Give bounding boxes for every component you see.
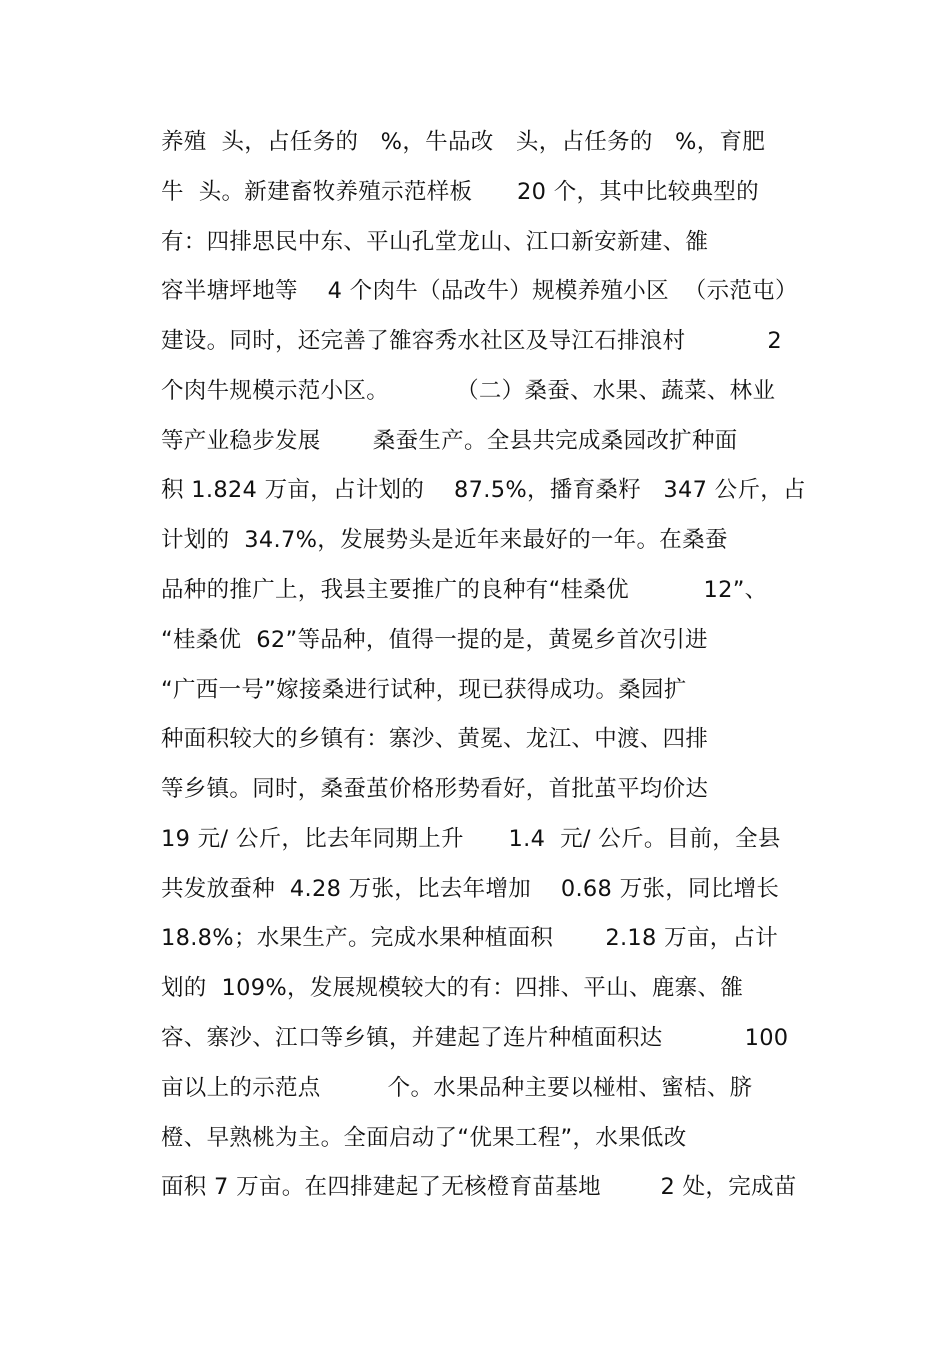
text-line: 容、寨沙、江口等乡镇，并建起了连片种植面积达 100 (161, 1025, 789, 1051)
text-line: 种面积较大的乡镇有：寨沙、黄冕、龙江、中渡、四排 (161, 726, 709, 752)
text-line: 容半塘坪地等 4 个肉牛（品改牛）规模养殖小区 （示范屯） (161, 278, 798, 304)
text-line: 品种的推广上，我县主要推广的良种有“桂桑优 12”、 (161, 577, 768, 603)
text-line: 划的 109%，发展规模较大的有：四排、平山、鹿寨、雒 (161, 975, 744, 1001)
text-line: 亩以上的示范点 个。水果品种主要以椪柑、蜜桔、脐 (161, 1075, 753, 1101)
text-line: 养殖 头，占任务的 %，牛品改 头，占任务的 %，育肥 (161, 129, 766, 155)
text-line: 共发放蚕种 4.28 万张，比去年增加 0.68 万张，同比增长 (161, 876, 780, 902)
text-line: 18.8%；水果生产。完成水果种植面积 2.18 万亩，占计 (161, 925, 779, 951)
text-line: “桂桑优 62”等品种，值得一提的是，黄冕乡首次引进 (161, 627, 708, 653)
text-line: 建设。同时，还完善了雒容秀水社区及导江石排浪村 2 (161, 328, 782, 354)
text-line: 积 1.824 万亩，占计划的 87.5%，播育桑籽 347 公斤，占 (161, 477, 806, 503)
text-line: 个肉牛规模示范小区。 （二）桑蚕、水果、蔬菜、林业 (161, 378, 776, 404)
text-line: 19 元/ 公斤，比去年同期上升 1.4 元/ 公斤。目前，全县 (161, 826, 781, 852)
text-line: 牛 头。新建畜牧养殖示范样板 20 个，其中比较典型的 (161, 179, 759, 205)
text-line: 有：四排思民中东、平山孔堂龙山、江口新安新建、雒 (161, 229, 709, 255)
text-line: 等产业稳步发展 桑蚕生产。全县共完成桑园改扩种面 (161, 428, 738, 454)
text-line: 面积 7 万亩。在四排建起了无核橙育苗基地 2 处，完成苗 (161, 1174, 797, 1200)
text-line: 计划的 34.7%，发展势头是近年来最好的一年。在桑蚕 (161, 527, 728, 553)
text-line: “广西一号”嫁接桑进行试种，现已获得成功。桑园扩 (161, 677, 687, 703)
text-line: 橙、早熟桃为主。全面启动了“优果工程”，水果低改 (161, 1125, 687, 1151)
text-line: 等乡镇。同时，桑蚕茧价格形势看好，首批茧平均价达 (161, 776, 709, 802)
